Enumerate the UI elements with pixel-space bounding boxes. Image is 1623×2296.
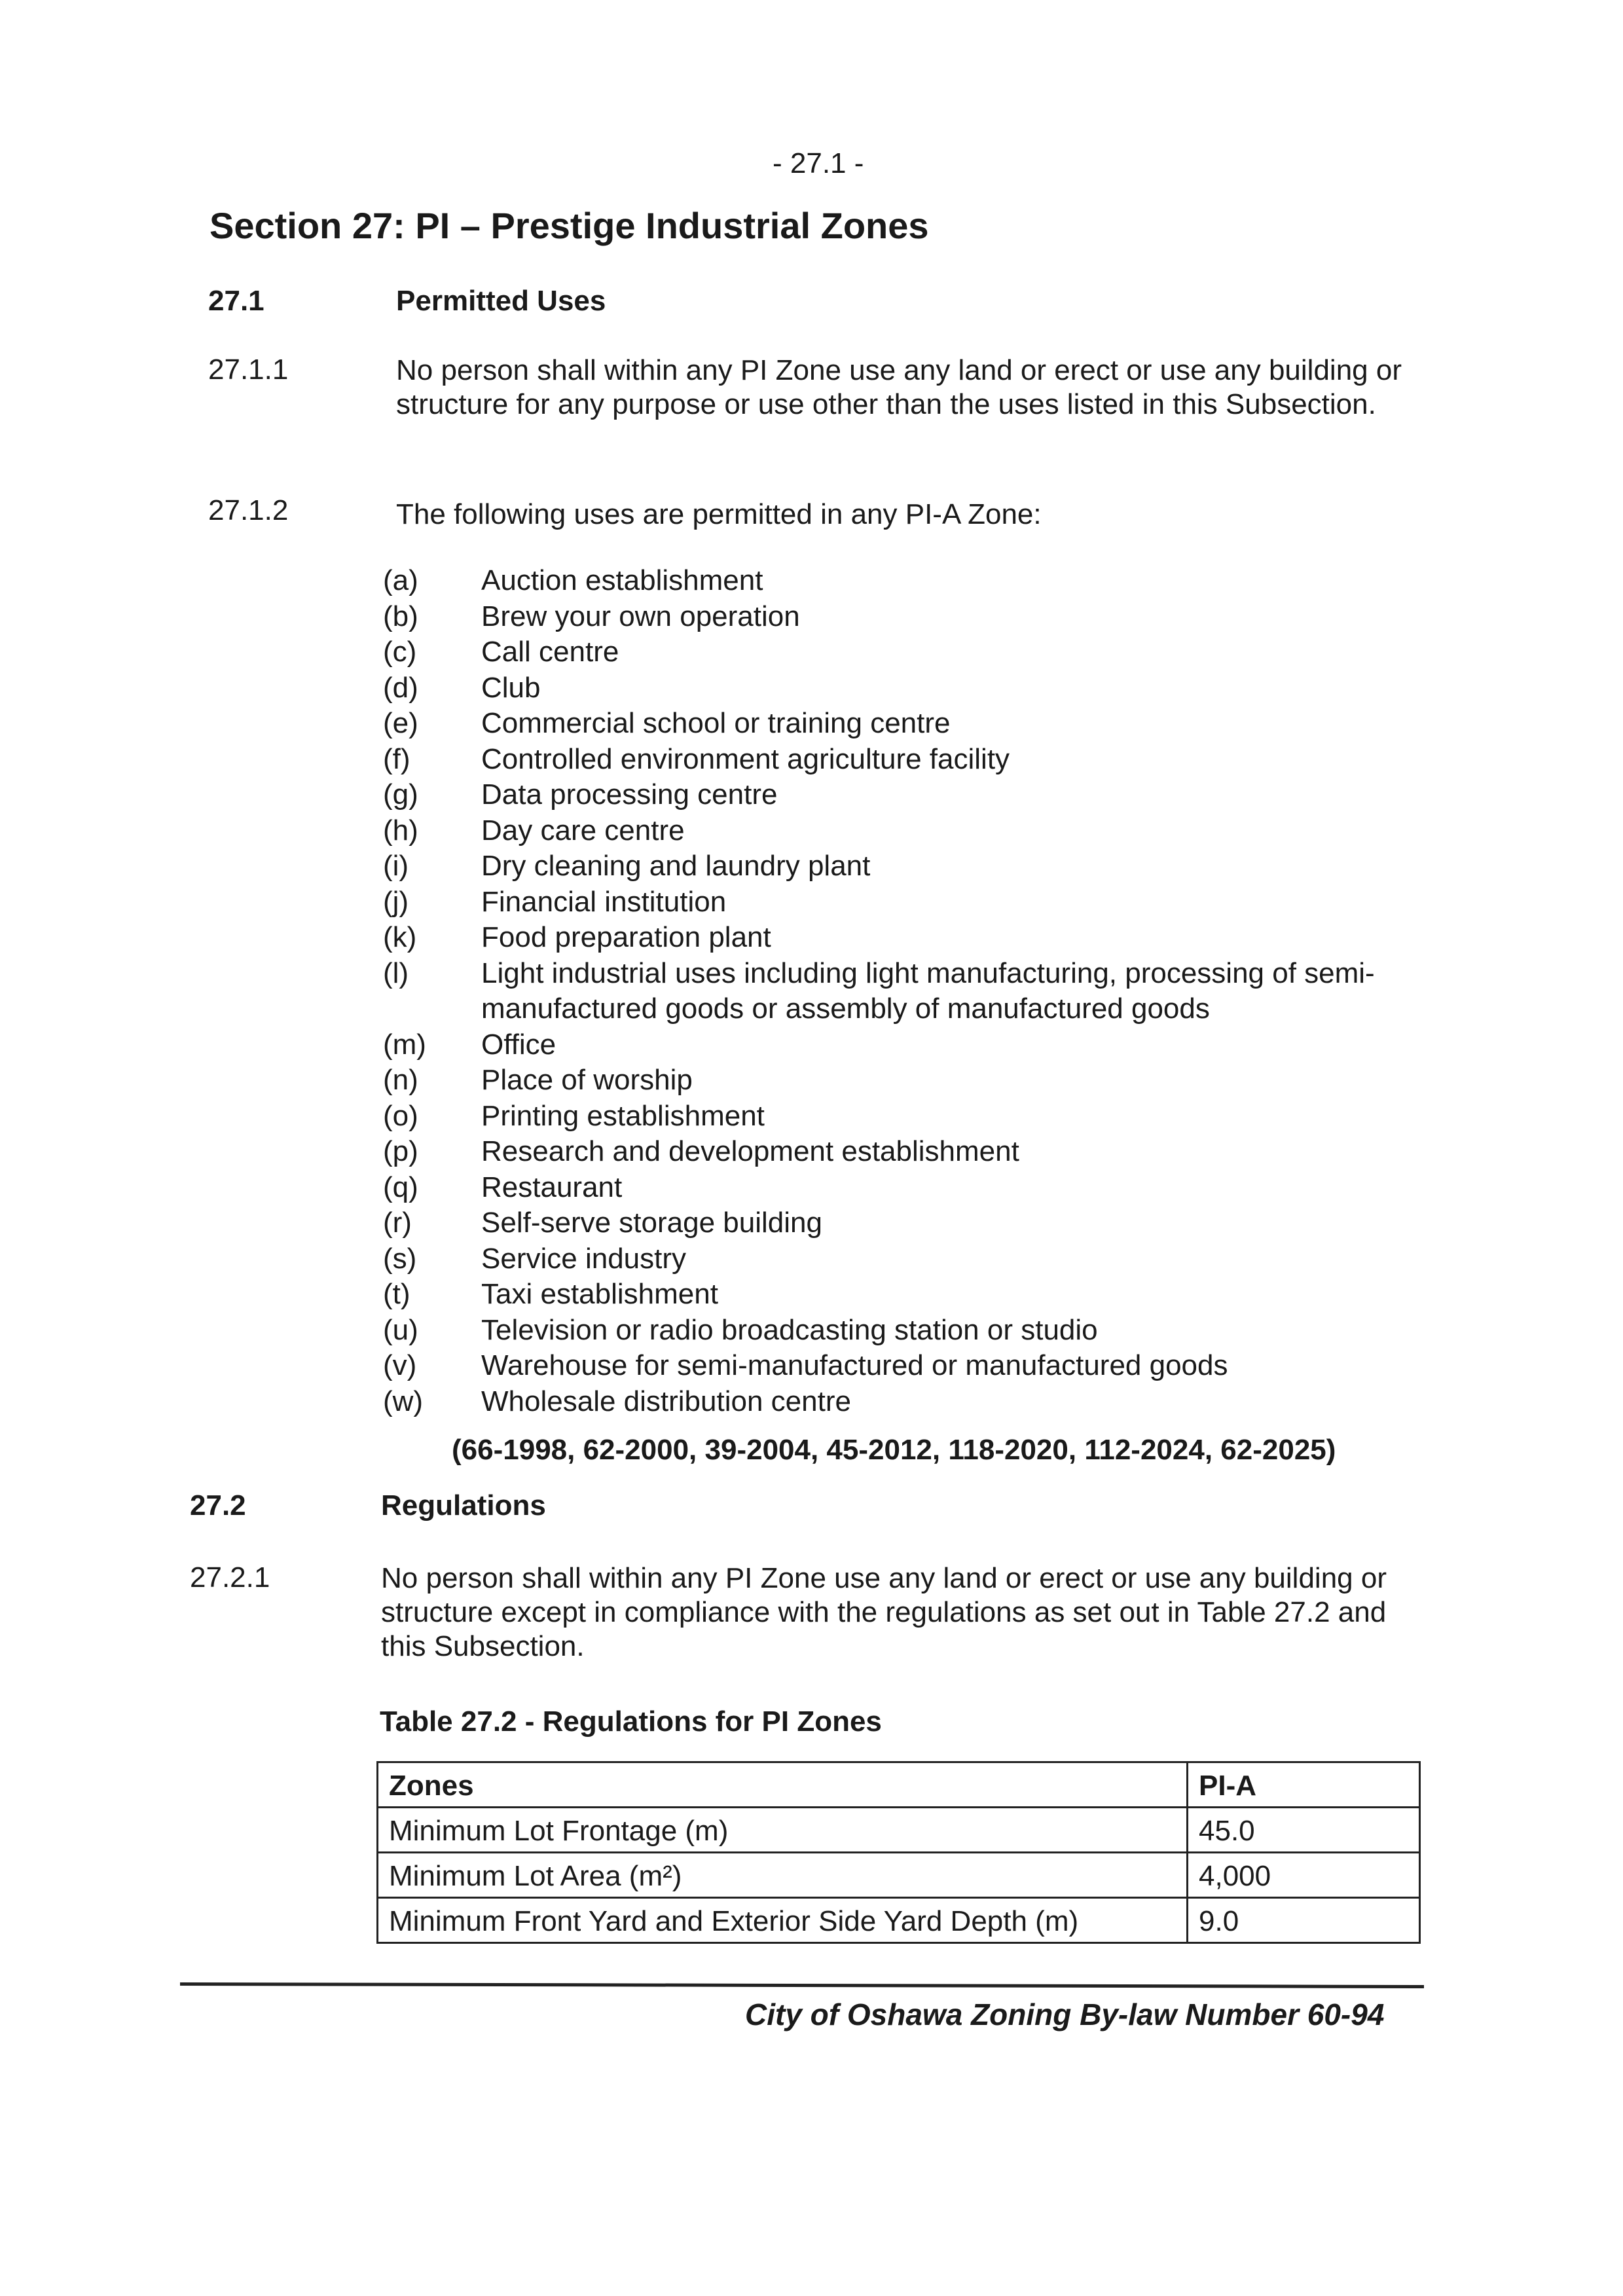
table-caption: Table 27.2 - Regulations for PI Zones [380, 1705, 882, 1738]
clause-text-27-2-1: No person shall within any PI Zone use any land or erect or use any building or structure except in compliance with the regulations as set out in Table 27.2 and this Subsection. [381, 1562, 1387, 1662]
regulation-label: Minimum Lot Frontage (m) [378, 1808, 1188, 1853]
list-item-label: (w) [383, 1385, 424, 1417]
list-item-text: Light industrial uses including light manufacturing, processing of semi-manufactured goods or assembly of manufactured goods [481, 957, 1375, 1025]
list-item-label: (b) [383, 600, 418, 632]
regulations-table [376, 1761, 1421, 1944]
table-row [378, 1808, 1420, 1853]
section-number-27-2: 27.2 [190, 1489, 246, 1522]
list-item [383, 1313, 1431, 1349]
list-item-label: (u) [383, 1313, 418, 1346]
section-number-27-1: 27.1 [208, 285, 264, 317]
regulation-label: Minimum Front Yard and Exterior Side Yard Depth (m) [378, 1898, 1188, 1943]
list-item-text: Data processing centre [481, 778, 778, 811]
list-item-text: Office [481, 1028, 556, 1061]
list-item [383, 706, 1431, 742]
list-item-text: Commercial school or training centre [481, 707, 951, 739]
list-item-text: Service industry [481, 1242, 687, 1275]
list-item-label: (d) [383, 671, 418, 704]
list-item [383, 742, 1431, 778]
list-item-text: Self-serve storage building [481, 1207, 822, 1239]
permitted-uses-list [383, 563, 1431, 1419]
list-item-text: Television or radio broadcasting station or studio [481, 1313, 1098, 1346]
footer-rule [180, 1982, 1424, 1988]
list-item-label: (o) [383, 1099, 418, 1132]
list-item [383, 634, 1431, 670]
list-item [383, 563, 1431, 599]
list-item-label: (g) [383, 778, 418, 811]
table-row [378, 1853, 1420, 1898]
list-item [383, 1027, 1431, 1063]
list-item-label: (f) [383, 742, 410, 775]
regulation-value: 4,000 [1188, 1853, 1420, 1898]
clause-number-27-1-2: 27.1.2 [208, 494, 289, 526]
footer-text: City of Oshawa Zoning By-law Number 60-94 [745, 1997, 1385, 2032]
list-item-label: (h) [383, 814, 418, 847]
regulation-value: 9.0 [1188, 1898, 1420, 1943]
list-item [383, 1170, 1431, 1206]
list-item-text: Research and development establishment [481, 1135, 1019, 1167]
section-title: Section 27: PI – Prestige Industrial Zones [210, 205, 929, 246]
list-item-label: (m) [383, 1028, 426, 1061]
list-item [383, 920, 1431, 956]
list-item-text: Club [481, 671, 541, 704]
list-item [383, 1277, 1431, 1313]
list-item [383, 848, 1431, 884]
list-item-label: (t) [383, 1278, 410, 1310]
list-item-text: Warehouse for semi-manufactured or manufactured goods [481, 1349, 1228, 1381]
list-item-text: Restaurant [481, 1171, 623, 1203]
list-item-text: Day care centre [481, 814, 685, 847]
list-item-label: (r) [383, 1207, 412, 1239]
list-item-text: Controlled environment agriculture facility [481, 742, 1010, 775]
list-item [383, 813, 1431, 849]
list-item [383, 1205, 1431, 1241]
table-row [378, 1898, 1420, 1943]
list-item-label: (j) [383, 885, 409, 918]
table-header-row [378, 1762, 1420, 1808]
list-item-text: Wholesale distribution centre [481, 1385, 851, 1417]
list-item [383, 884, 1431, 920]
amendment-references: (66-1998, 62-2000, 39-2004, 45-2012, 118-2020, 112-2024, 62-2025) [452, 1434, 1336, 1466]
list-item [383, 956, 1431, 1027]
clause-text-27-1-1: No person shall within any PI Zone use any land or erect or use any building or structure for any purpose or use other than the uses listed in this Subsection. [396, 354, 1402, 420]
header-pi-a: PI-A [1188, 1762, 1420, 1808]
list-item-label: (e) [383, 707, 418, 739]
list-item-text: Dry cleaning and laundry plant [481, 850, 871, 882]
regulation-value: 45.0 [1188, 1808, 1420, 1853]
list-item-label: (s) [383, 1242, 417, 1275]
list-item [383, 670, 1431, 706]
list-item-text: Taxi establishment [481, 1278, 718, 1310]
list-item-label: (n) [383, 1064, 418, 1096]
list-item-text: Place of worship [481, 1064, 693, 1096]
list-item [383, 599, 1431, 635]
list-item-text: Food preparation plant [481, 921, 771, 953]
list-item-text: Call centre [481, 636, 619, 668]
clause-number-27-2-1: 27.2.1 [190, 1561, 270, 1594]
list-item-label: (q) [383, 1171, 418, 1203]
clause-text-27-1-2: The following uses are permitted in any PI-A Zone: [396, 498, 1042, 530]
list-item [383, 1099, 1431, 1135]
list-item [383, 1348, 1431, 1384]
list-item-text: Auction establishment [481, 564, 763, 596]
regulation-label: Minimum Lot Area (m²) [378, 1853, 1188, 1898]
list-item [383, 1063, 1431, 1099]
list-item-label: (l) [383, 957, 409, 989]
list-item-label: (a) [383, 564, 418, 596]
list-item [383, 777, 1431, 813]
section-heading-permitted-uses: Permitted Uses [396, 285, 606, 317]
header-zones: Zones [378, 1762, 1188, 1808]
list-item-label: (c) [383, 636, 417, 668]
list-item-text: Brew your own operation [481, 600, 800, 632]
list-item-text: Printing establishment [481, 1099, 765, 1132]
list-item [383, 1134, 1431, 1170]
list-item [383, 1241, 1431, 1277]
clause-number-27-1-1: 27.1.1 [208, 354, 289, 386]
list-item-label: (v) [383, 1349, 417, 1381]
list-item-label: (p) [383, 1135, 418, 1167]
section-heading-regulations: Regulations [381, 1489, 546, 1522]
list-item-label: (i) [383, 850, 409, 882]
list-item-label: (k) [383, 921, 417, 953]
page-number: - 27.1 - [773, 147, 864, 179]
list-item [383, 1384, 1431, 1420]
list-item-text: Financial institution [481, 885, 727, 918]
